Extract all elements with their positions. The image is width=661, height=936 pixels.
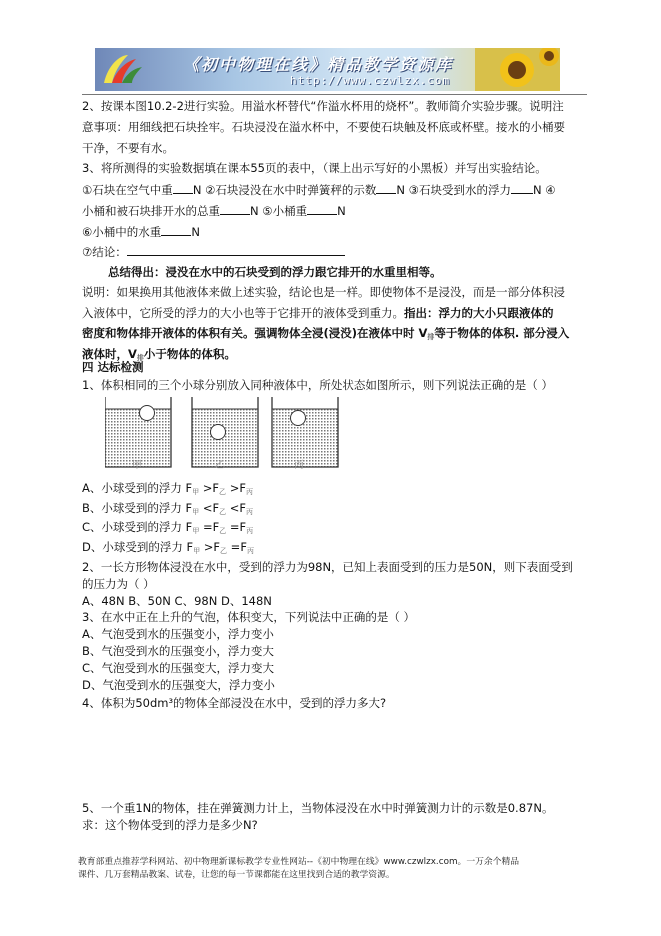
option-d: D、小球受到的浮力 $F_甲 >F_乙 =F_丙$ <box>82 540 254 555</box>
question-2-options: A、48N B、50N C、98N D、148N <box>82 594 272 608</box>
question-1: 1、体积相同的三个小球分别放入同种液体中，所处状态如图所示，则下列说法正确的是（ ） <box>82 378 553 392</box>
blank-field <box>220 203 250 215</box>
site-logo <box>98 51 146 88</box>
data-row-1: ①石块在空气中重 N ②石块浸没在水中时弹簧秤的示数 N ③石块受到水的浮力 N ④ <box>82 183 556 197</box>
conclusion-row: ⑦结论： <box>82 244 345 260</box>
q3-option-d: D、气泡受到水的压强变大，浮力变小 <box>82 678 275 692</box>
figure-label-a: 甲 <box>132 460 142 471</box>
text-line: 说明：如果换用其他液体来做上述实验，结论也是一样。即使物体不是浸没，而是一部分体积浸 <box>82 285 565 299</box>
q3-option-b: B、气泡受到水的压强变小，浮力变大 <box>82 644 274 658</box>
banner-title: 《初中物理在线》精品教学资源库 <box>183 55 454 74</box>
data-row-2: 小桶和被石块排开水的总重 N ⑤小桶重 N <box>82 204 346 218</box>
question-5-cont: 求：这个物体受到的浮力是多少N? <box>82 818 258 832</box>
text-line: 入液体中，它所受的浮力的大小也等于它排开的液体受到重力。指出：浮力的大小只跟液体的 <box>82 306 554 320</box>
blank-field <box>376 182 396 194</box>
question-5: 5、一个重1N的物体，挂在弹簧测力计上，当物体浸没在水中时弹簧测力计的示数是0.87N。 <box>82 801 554 815</box>
option-a: A、小球受到的浮力 $F_甲 >F_乙 >F_丙$ <box>82 481 253 496</box>
option-c: C、小球受到的浮力 $F_甲 =F_乙 =F_丙$ <box>82 520 254 535</box>
blank-field <box>173 182 193 194</box>
text-line: 意事项：用细线把石块拴牢。石块浸没在溢水杯中，不要使石块触及杯底或杯壁。接水的小桶要 <box>82 120 565 134</box>
data-row-3: ⑥小桶中的水重 N <box>82 225 200 239</box>
summary-text: 总结得出：浸没在水中的石块受到的浮力跟它排开的水重里相等。 <box>108 265 442 279</box>
text-line: 2、按课本图10.2-2进行实验。用溢水杯替代“作溢水杯用的烧杯”。教师简介实验步骤。说明注 <box>82 99 564 113</box>
option-b: B、小球受到的浮力 $F_甲 <F_乙 <F_丙$ <box>82 501 253 516</box>
text-line: 液体时，$V_排$小于物体的体积。 <box>82 347 236 362</box>
q3-option-a: A、气泡受到水的压强变小，浮力变小 <box>82 627 274 641</box>
figure-label-b: 乙 <box>215 460 225 471</box>
page-footer: 教育部重点推荐学科网站、初中物理新课标教学专业性网站--《初中物理在线》www.czwlzx.com。一万余个精品 课件、几万套精品教案、试卷，让您的每一节课都能在这里找到合适的教学资源。 <box>78 857 520 880</box>
question-3: 3、在水中正在上升的气泡，体积变大，下列说法中正确的是（ ） <box>82 610 415 624</box>
blank-field <box>161 224 191 236</box>
figure-label-c: 丙 <box>294 460 304 471</box>
question-4: 4、体积为50dm³的物体全部浸没在水中，受到的浮力多大? <box>82 696 387 710</box>
q3-option-c: C、气泡受到水的压强变大，浮力变大 <box>82 661 275 675</box>
text-line: 3、将所测得的实验数据填在课本55页的表中，（课上出示写好的小黑板）并写出实验结论。 <box>82 161 547 175</box>
blank-field <box>127 244 345 256</box>
sunflower-icon <box>475 48 560 91</box>
question-2-cont: 的压力为（ ） <box>82 577 155 591</box>
banner-url: http://www.czwlzx.com <box>290 74 451 87</box>
blank-field <box>511 182 533 194</box>
question-2: 2、一长方形物体浸没在水中，受到的浮力为98N，已知上表面受到的压力是50N，则下表面受到 <box>82 560 573 574</box>
header-banner <box>95 48 560 91</box>
header-rule <box>82 94 587 95</box>
blank-field <box>307 203 337 215</box>
text-line: 干净，不要有水。 <box>82 141 174 155</box>
text-line: 密度和物体排开液体的体积有关。强调物体全浸(浸没)在液体中时 $V_排$等于物体的体积. 部分浸入 <box>82 326 570 341</box>
section-heading: 四 达标检测 <box>82 360 144 374</box>
